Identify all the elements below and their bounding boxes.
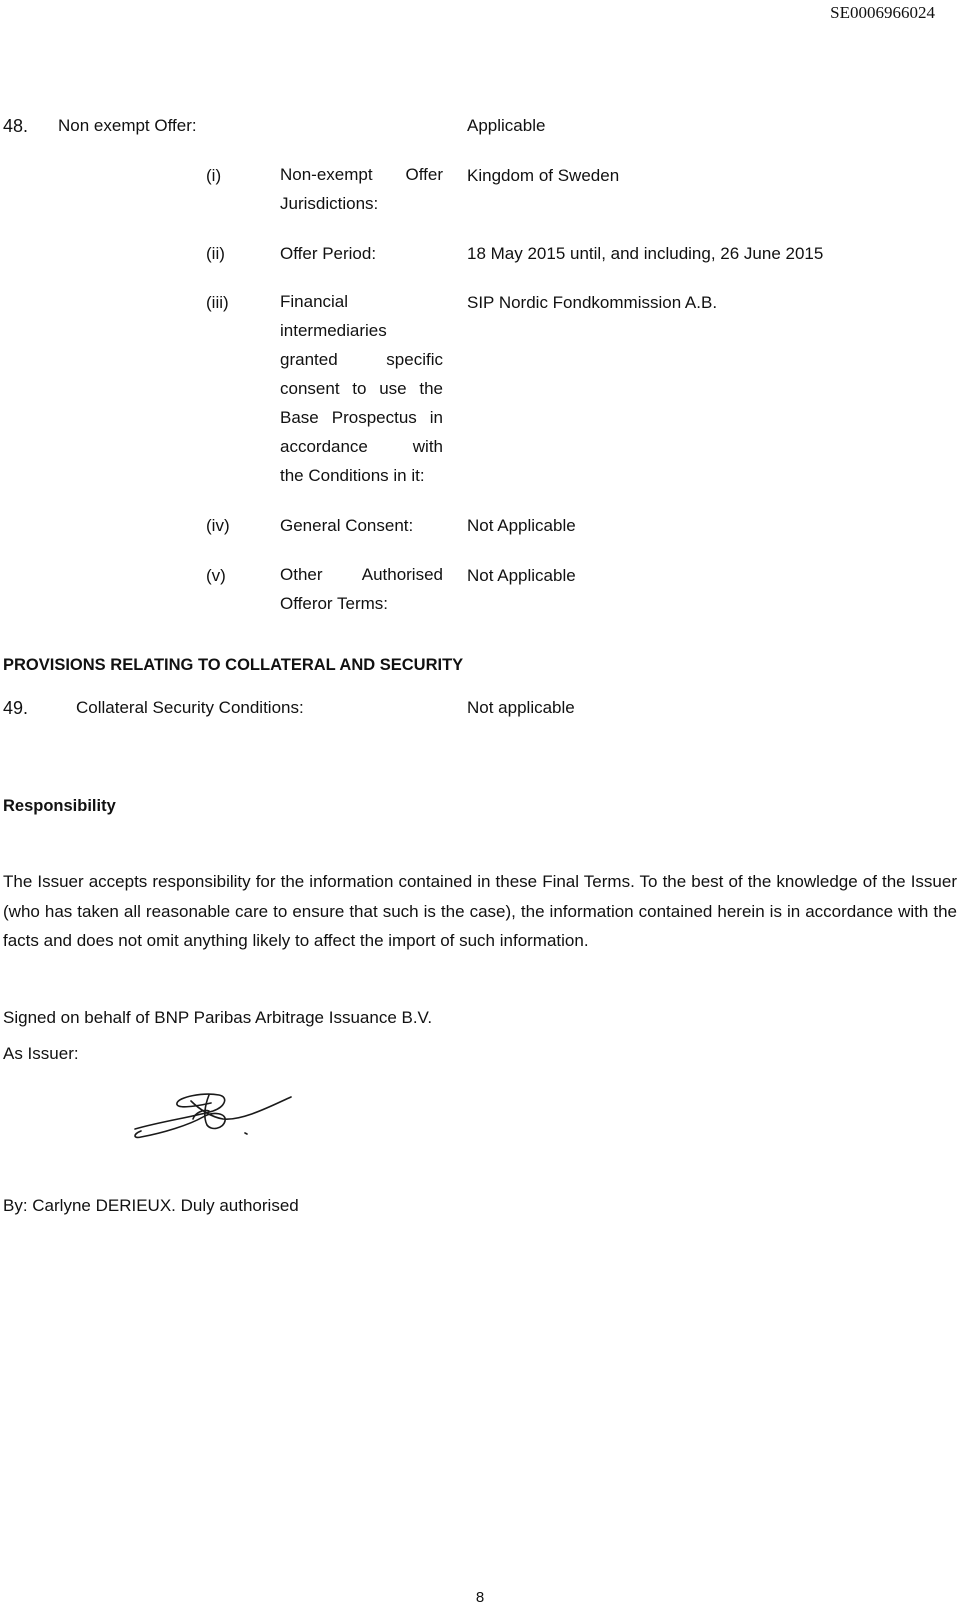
- subitem-i-label-line: Non-exempt Offer: [280, 165, 443, 184]
- subitem-iii-label-line: Financial: [280, 292, 349, 311]
- subitem-iii-label-line: intermediaries: [280, 321, 387, 340]
- item-49-label: Collateral Security Conditions:: [76, 698, 304, 717]
- subitem-v-label: [280, 560, 443, 618]
- subitem-iv-number: (iv): [206, 516, 230, 535]
- handwritten-signature: [133, 1091, 298, 1151]
- document-id: SE0006966024: [830, 3, 935, 22]
- subitem-ii-value: 18 May 2015 until, and including, 26 June 2015: [467, 244, 824, 263]
- page-number: 8: [475, 1589, 485, 1606]
- responsibility-paragraph: The Issuer accepts responsibility for the information contained in these Final Terms. To the best of the knowledge of the Issuer (who has taken all reasonable care to ensure that such is the case), the information contained herein is in accordance with the facts and does not omit anything likely to affect the import of such information.: [3, 872, 957, 950]
- subitem-iii-label: [280, 287, 443, 490]
- subitem-iv-value: Not Applicable: [467, 516, 576, 535]
- item-49-value: Not applicable: [467, 698, 575, 717]
- subitem-iii-label-line: granted specific: [280, 350, 443, 369]
- subitem-v-label-line: Offeror Terms:: [280, 594, 389, 613]
- subitem-v-label-line: Other Authorised: [280, 565, 443, 584]
- item-48-number: 48.: [3, 116, 29, 136]
- responsibility-heading: Responsibility: [3, 797, 116, 815]
- subitem-iii-label-line: Base Prospectus in: [280, 408, 443, 427]
- subitem-i-label: [280, 160, 443, 218]
- subitem-i-value: Kingdom of Sweden: [467, 166, 620, 185]
- subitem-v-value: Not Applicable: [467, 566, 576, 585]
- subitem-iii-label-line: consent to use the: [280, 379, 443, 398]
- section-heading: PROVISIONS RELATING TO COLLATERAL AND SECURITY: [3, 656, 464, 674]
- subitem-iv-label: General Consent:: [280, 516, 414, 535]
- as-issuer-label: As Issuer:: [3, 1044, 79, 1063]
- signed-on-behalf: Signed on behalf of BNP Paribas Arbitrage Issuance B.V.: [3, 1008, 433, 1027]
- subitem-iii-label-line: the Conditions in it:: [280, 466, 425, 485]
- subitem-iii-number: (iii): [206, 293, 229, 312]
- item-48-value: Applicable: [467, 116, 546, 135]
- subitem-iii-label-line: accordance with: [280, 437, 443, 456]
- item-48-label: Non exempt Offer:: [58, 116, 197, 135]
- item-49-number: 49.: [3, 698, 29, 718]
- by-line: By: Carlyne DERIEUX. Duly authorised: [3, 1196, 299, 1215]
- subitem-iii-value: SIP Nordic Fondkommission A.B.: [467, 293, 718, 312]
- subitem-i-number: (i): [206, 166, 222, 185]
- subitem-i-label-line: Jurisdictions:: [280, 194, 379, 213]
- subitem-ii-label: Offer Period:: [280, 244, 377, 263]
- subitem-v-number: (v): [206, 566, 226, 585]
- subitem-ii-number: (ii): [206, 244, 225, 263]
